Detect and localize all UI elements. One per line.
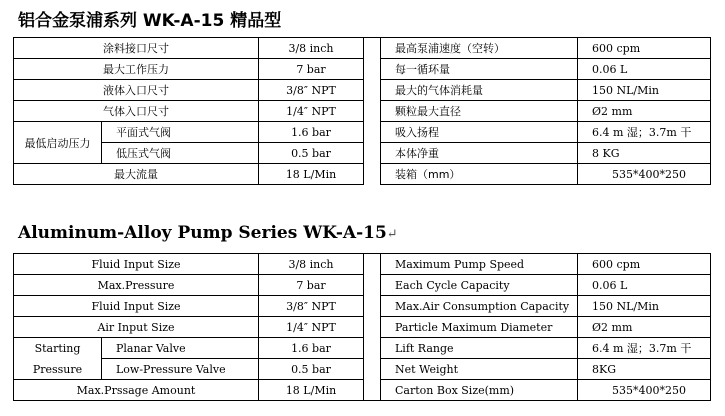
spec-label: Lift Range — [381, 338, 578, 359]
spec-value: 0.5 bar — [259, 143, 364, 164]
spec-label: 最大流量 — [14, 164, 259, 185]
spec-value: 3/8″ NPT — [259, 296, 364, 317]
spec-value: 0.5 bar — [259, 359, 364, 380]
spec-label: Fluid Input Size — [14, 254, 259, 275]
table-row — [14, 101, 711, 122]
table-row — [14, 38, 711, 59]
group-label — [14, 338, 102, 380]
spec-value: 6.4 m 湿；3.7m 干 — [578, 338, 711, 359]
paragraph-mark-icon: ↵ — [386, 227, 398, 242]
page-title-chinese: 铝合金泵浦系列 WK-A-15 精品型 — [18, 11, 282, 31]
spec-value: 150 NL/Min — [578, 80, 711, 101]
spec-label: Max.Pressure — [14, 275, 259, 296]
column-divider — [364, 254, 381, 401]
spec-label: 液体入口尺寸 — [14, 80, 259, 101]
spec-label: Each Cycle Capacity — [381, 275, 578, 296]
spec-label: 颗粒最大直径 — [381, 101, 578, 122]
spec-value: 3/8″ NPT — [259, 80, 364, 101]
table-row — [14, 380, 711, 401]
spec-label: 平面式气阀 — [102, 122, 259, 143]
spec-value: 1.6 bar — [259, 338, 364, 359]
spec-value: 18 L/Min — [259, 164, 364, 185]
table-row — [14, 254, 711, 275]
spec-label: 涂料接口尺寸 — [14, 38, 259, 59]
table-row — [14, 275, 711, 296]
spec-label: Max.Air Consumption Capacity — [381, 296, 578, 317]
group-label: 最低启动压力 — [14, 122, 102, 164]
spec-label: 装箱（mm） — [381, 164, 578, 185]
spec-value: 1/4″ NPT — [259, 317, 364, 338]
spec-value: 535*400*250 — [578, 380, 711, 401]
spec-label: Max.Prssage Amount — [14, 380, 259, 401]
spec-value: 1/4″ NPT — [259, 101, 364, 122]
spec-value: Ø2 mm — [578, 101, 711, 122]
spec-value: 8KG — [578, 359, 711, 380]
spec-value: 1.6 bar — [259, 122, 364, 143]
page-title-english — [18, 223, 398, 243]
spec-value: 3/8 inch — [259, 38, 364, 59]
table-row — [14, 359, 711, 380]
spec-value: 18 L/Min — [259, 380, 364, 401]
spec-label: Maximum Pump Speed — [381, 254, 578, 275]
spec-value: 7 bar — [259, 59, 364, 80]
table-row — [14, 143, 711, 164]
group-label-line: Starting — [34, 341, 81, 355]
spec-label: 吸入扬程 — [381, 122, 578, 143]
spec-label: Air Input Size — [14, 317, 259, 338]
spec-value: 0.06 L — [578, 275, 711, 296]
spec-value: 535*400*250 — [578, 164, 711, 185]
spec-label: Carton Box Size(mm) — [381, 380, 578, 401]
spec-value: 6.4 m 湿；3.7m 干 — [578, 122, 711, 143]
spec-label: 低压式气阀 — [102, 143, 259, 164]
group-label-line: Pressure — [32, 362, 83, 376]
table-row — [14, 317, 711, 338]
spec-label: 最大的气体消耗量 — [381, 80, 578, 101]
spec-label: Net Weight — [381, 359, 578, 380]
spec-label: 最高泵浦速度（空转） — [381, 38, 578, 59]
column-divider — [364, 38, 381, 185]
spec-value: 3/8 inch — [259, 254, 364, 275]
title-text: Aluminum-Alloy Pump Series WK-A-15 — [18, 223, 387, 243]
spec-value: 600 cpm — [578, 254, 711, 275]
spec-label: 本体净重 — [381, 143, 578, 164]
spec-value: 7 bar — [259, 275, 364, 296]
table-row — [14, 338, 711, 359]
spec-label: 最大工作压力 — [14, 59, 259, 80]
spec-table-english — [13, 253, 711, 401]
spec-label: Low-Pressure Valve — [102, 359, 259, 380]
spec-value: 150 NL/Min — [578, 296, 711, 317]
spec-label: Planar Valve — [102, 338, 259, 359]
spec-value: 0.06 L — [578, 59, 711, 80]
table-row — [14, 296, 711, 317]
table-row — [14, 80, 711, 101]
table-row — [14, 164, 711, 185]
spec-label: 每一循环量 — [381, 59, 578, 80]
table-row — [14, 122, 711, 143]
spec-label: Particle Maximum Diameter — [381, 317, 578, 338]
table-row — [14, 59, 711, 80]
spec-value: Ø2 mm — [578, 317, 711, 338]
spec-value: 8 KG — [578, 143, 711, 164]
spec-label: Fluid Input Size — [14, 296, 259, 317]
spec-value: 600 cpm — [578, 38, 711, 59]
spec-label: 气体入口尺寸 — [14, 101, 259, 122]
spec-table-chinese — [13, 37, 711, 185]
